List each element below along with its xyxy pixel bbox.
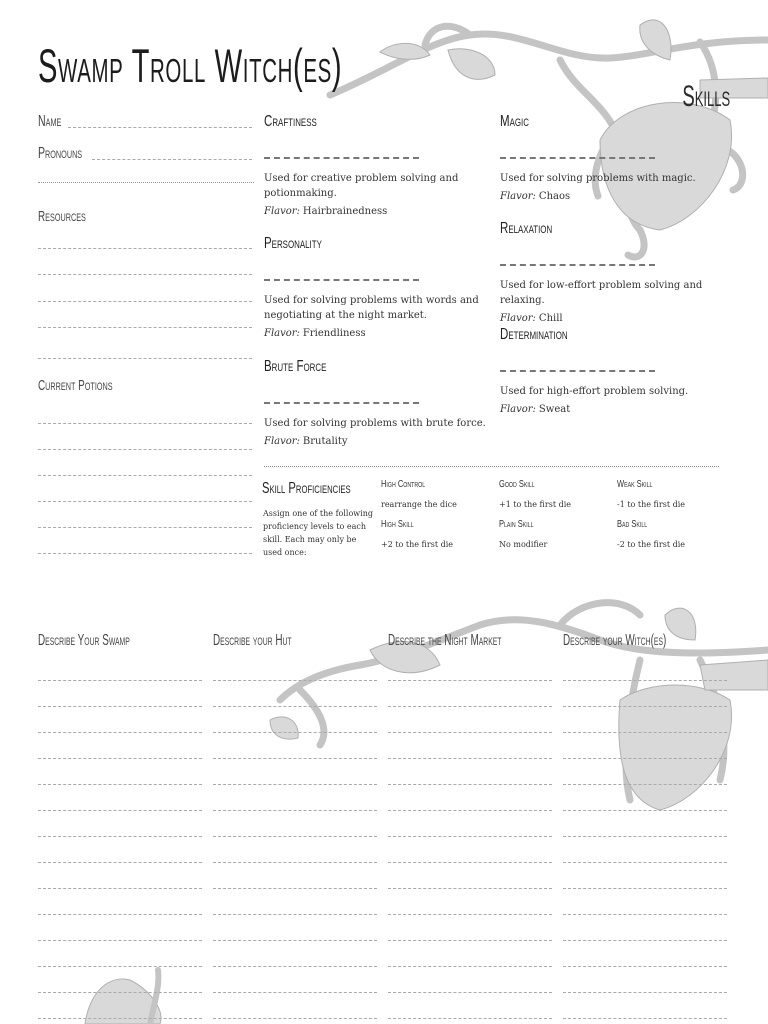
potions-line[interactable] <box>38 553 252 554</box>
flavor-value: Friendliness <box>302 328 366 339</box>
description-line[interactable] <box>38 888 202 889</box>
description-line[interactable] <box>38 966 202 967</box>
proficiency-label: High Control <box>381 479 426 490</box>
description-line[interactable] <box>388 992 552 993</box>
description-line[interactable] <box>213 888 377 889</box>
description-line[interactable] <box>213 940 377 941</box>
potions-line[interactable] <box>38 501 252 502</box>
skill-flavor <box>500 191 735 202</box>
description-line[interactable] <box>213 862 377 863</box>
skill-rating-field[interactable] <box>500 370 655 372</box>
describe-night-market-heading: Describe the Night Market <box>388 632 502 649</box>
description-line[interactable] <box>213 810 377 811</box>
description-line[interactable] <box>38 706 202 707</box>
description-line[interactable] <box>38 836 202 837</box>
description-line[interactable] <box>38 940 202 941</box>
description-line[interactable] <box>388 888 552 889</box>
flavor-value: Brutality <box>302 436 348 447</box>
skill-rating-field[interactable] <box>264 279 419 281</box>
description-line[interactable] <box>563 888 727 889</box>
flavor-value: Chaos <box>538 191 571 202</box>
divider <box>264 463 719 467</box>
skill-name: Personality <box>264 235 322 252</box>
describe-hut-heading: Describe your Hut <box>213 632 292 649</box>
description-line[interactable] <box>563 680 727 681</box>
resources-line[interactable] <box>38 274 252 275</box>
description-line[interactable] <box>38 732 202 733</box>
proficiency-label: High Skill <box>381 519 414 530</box>
proficiency-label: Plain Skill <box>499 519 534 530</box>
description-line[interactable] <box>563 732 727 733</box>
skill-rating-field[interactable] <box>500 264 655 266</box>
description-line[interactable] <box>563 836 727 837</box>
description-line[interactable] <box>38 758 202 759</box>
potions-line[interactable] <box>38 423 252 424</box>
potions-line[interactable] <box>38 449 252 450</box>
proficiency-label: Weak Skill <box>617 479 653 490</box>
proficiency-label: Good Skill <box>499 479 535 490</box>
skill-name: Craftiness <box>264 113 317 130</box>
resources-line[interactable] <box>38 327 252 328</box>
proficiency-effect: rearrange the dice <box>381 500 457 509</box>
description-line[interactable] <box>213 836 377 837</box>
description-line[interactable] <box>213 680 377 681</box>
proficiency-effect: -2 to the first die <box>617 540 685 549</box>
flavor-label: Flavor: <box>500 191 536 202</box>
description-line[interactable] <box>38 680 202 681</box>
description-line[interactable] <box>388 758 552 759</box>
proficiency-effect: +1 to the first die <box>499 500 571 509</box>
divider <box>38 178 254 183</box>
skill-flavor <box>500 404 735 415</box>
description-line[interactable] <box>213 966 377 967</box>
description-line[interactable] <box>213 706 377 707</box>
description-line[interactable] <box>388 1018 552 1019</box>
resources-line[interactable] <box>38 248 252 249</box>
skill-description: Used for creative problem solving and potionmaking. <box>264 173 459 199</box>
description-line[interactable] <box>38 1018 202 1019</box>
description-line[interactable] <box>388 914 552 915</box>
skill-flavor <box>264 206 489 217</box>
skill-flavor <box>264 436 489 447</box>
skill-rating-field[interactable] <box>500 157 655 159</box>
flavor-label: Flavor: <box>264 206 300 217</box>
description-line[interactable] <box>563 810 727 811</box>
skill-magic <box>500 113 735 202</box>
flavor-label: Flavor: <box>500 313 536 324</box>
potions-line[interactable] <box>38 475 252 476</box>
skill-description: Used for solving problems with words and negotiating at the night market. <box>264 295 479 321</box>
skill-description: Used for high-effort problem solving. <box>500 386 689 397</box>
flavor-label: Flavor: <box>264 328 300 339</box>
describe-witches-heading: Describe your Witch(es) <box>563 632 667 649</box>
description-line[interactable] <box>563 914 727 915</box>
description-line[interactable] <box>388 836 552 837</box>
description-line[interactable] <box>563 940 727 941</box>
page-title: Swamp Troll Witch(es) <box>38 39 343 92</box>
description-line[interactable] <box>388 706 552 707</box>
description-line[interactable] <box>213 914 377 915</box>
proficiencies-heading: Skill Proficiencies <box>262 480 351 497</box>
description-line[interactable] <box>563 992 727 993</box>
proficiency-effect: -1 to the first die <box>617 500 685 509</box>
potions-line[interactable] <box>38 527 252 528</box>
description-line[interactable] <box>388 732 552 733</box>
description-line[interactable] <box>388 940 552 941</box>
proficiency-effect: +2 to the first die <box>381 540 453 549</box>
skill-name: Determination <box>500 326 568 343</box>
description-line[interactable] <box>213 732 377 733</box>
skill-description: Used for solving problems with brute force. <box>264 418 486 429</box>
skill-rating-field[interactable] <box>264 402 419 404</box>
flavor-label: Flavor: <box>264 436 300 447</box>
description-line[interactable] <box>38 810 202 811</box>
description-line[interactable] <box>213 1018 377 1019</box>
skill-name: Magic <box>500 113 529 130</box>
skill-determination <box>500 326 735 415</box>
description-line[interactable] <box>213 992 377 993</box>
skill-flavor <box>264 328 489 339</box>
description-line[interactable] <box>38 992 202 993</box>
skill-name: Brute Force <box>264 358 327 375</box>
description-line[interactable] <box>563 862 727 863</box>
proficiency-label: Bad Skill <box>617 519 648 530</box>
proficiencies-instructions: Assign one of the following proficiency levels to each skill. Each may only be used once: <box>263 509 373 557</box>
skill-brute-force <box>264 358 489 447</box>
name-field[interactable] <box>68 127 252 128</box>
description-line[interactable] <box>213 784 377 785</box>
resources-label: Resources <box>38 208 86 225</box>
description-line[interactable] <box>563 758 727 759</box>
flavor-value: Hairbrainedness <box>302 206 388 217</box>
description-line[interactable] <box>213 758 377 759</box>
resources-line[interactable] <box>38 358 252 359</box>
skill-personality <box>264 235 489 339</box>
description-line[interactable] <box>38 862 202 863</box>
description-line[interactable] <box>563 1018 727 1019</box>
skill-description: Used for solving problems with magic. <box>500 173 696 184</box>
description-line[interactable] <box>38 784 202 785</box>
resources-line[interactable] <box>38 301 252 302</box>
skill-rating-field[interactable] <box>264 157 419 159</box>
name-label: Name <box>38 113 62 130</box>
flavor-label: Flavor: <box>500 404 536 415</box>
description-line[interactable] <box>563 784 727 785</box>
description-line[interactable] <box>563 966 727 967</box>
flavor-value: Sweat <box>538 404 571 415</box>
current-potions-label: Current Potions <box>38 377 113 394</box>
description-line[interactable] <box>388 966 552 967</box>
pronouns-field[interactable] <box>92 159 252 160</box>
pronouns-label: Pronouns <box>38 145 83 162</box>
flavor-value: Chill <box>538 313 563 324</box>
description-line[interactable] <box>563 706 727 707</box>
description-line[interactable] <box>38 914 202 915</box>
description-line[interactable] <box>388 680 552 681</box>
skill-relaxation <box>500 220 735 324</box>
description-line[interactable] <box>388 784 552 785</box>
skill-craftiness <box>264 113 489 217</box>
describe-swamp-heading: Describe Your Swamp <box>38 632 130 649</box>
description-line[interactable] <box>388 862 552 863</box>
skill-description: Used for low-effort problem solving and relaxing. <box>500 280 703 306</box>
skill-flavor <box>500 313 735 324</box>
skill-name: Relaxation <box>500 220 553 237</box>
proficiency-effect: No modifier <box>499 540 548 549</box>
skills-heading: Skills <box>682 80 730 113</box>
description-line[interactable] <box>388 810 552 811</box>
